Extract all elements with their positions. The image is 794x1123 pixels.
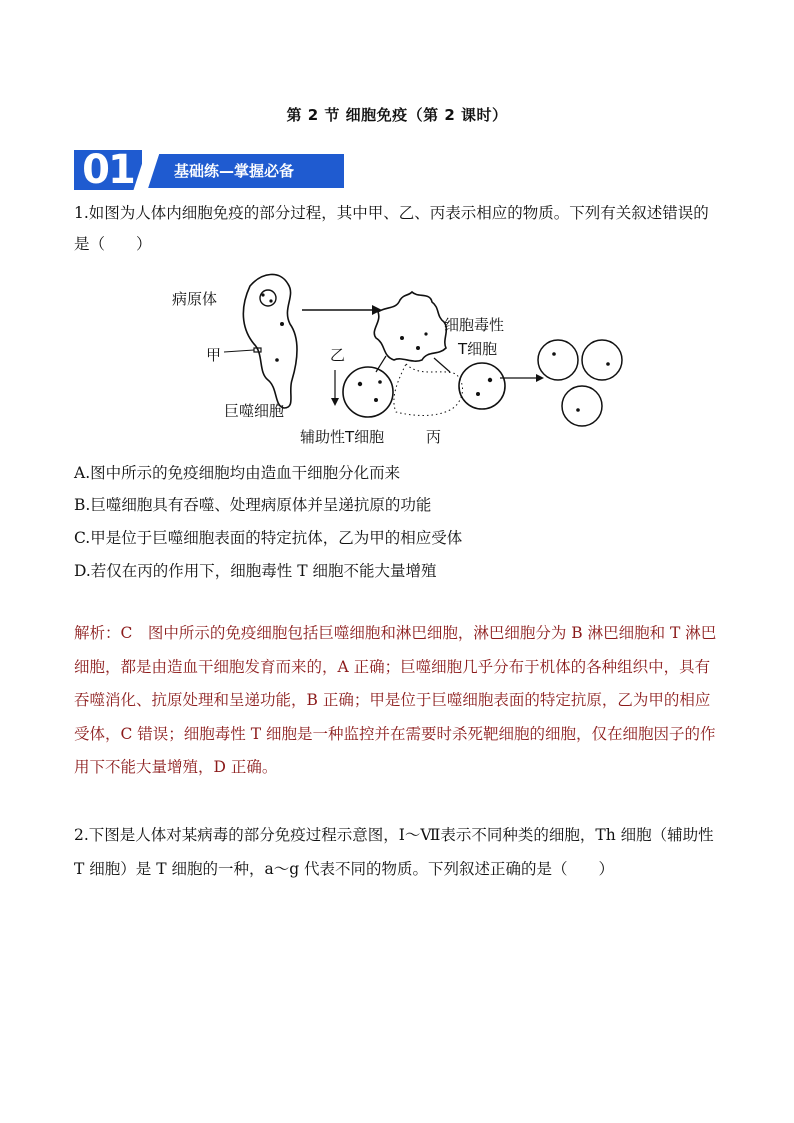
cytokine-bing-zone: [394, 364, 463, 416]
section-label: 基础练—掌握必备: [148, 154, 344, 188]
label-jia: 甲: [206, 346, 222, 364]
macrophage-cell: [243, 274, 297, 408]
question-2-stem: 2.下图是人体对某病毒的部分免疫过程示意图，Ⅰ～Ⅶ表示不同种类的细胞，Th 细胞（辅助性 T 细胞）是 T 细胞的一种，a～g 代表不同的物质。下列叙述正确的是（ ）: [74, 826, 714, 878]
pathogen-particle: [260, 290, 276, 306]
option-c: C.甲是位于巨噬细胞表面的特定抗体，乙为甲的相应受体: [74, 529, 463, 547]
t-cell-left: [343, 367, 393, 417]
section-banner: [74, 147, 344, 193]
label-helper: 辅助性T细胞: [300, 428, 385, 446]
label-yi: 乙: [330, 346, 346, 364]
option-d: D.若仅在丙的作用下，细胞毒性 T 细胞不能大量增殖: [74, 562, 437, 580]
page-title: 第 2 节 细胞免疫（第 2 课时）: [286, 106, 508, 124]
helper-t-cell: [374, 292, 446, 361]
label-cytotoxic-2: T细胞: [458, 340, 498, 358]
label-pathogen: 病原体: [172, 290, 218, 308]
label-macrophage: 巨噬细胞: [224, 402, 285, 420]
question-1-stem: 1.如图为人体内细胞免疫的部分过程，其中甲、乙、丙表示相应的物质。下列有关叙述错误的是（ ）: [74, 204, 709, 253]
option-b: B.巨噬细胞具有吞噬、处理病原体并呈递抗原的功能: [74, 496, 432, 514]
section-number: 01: [74, 150, 142, 190]
explanation-1: 解析：C 图中所示的免疫细胞包括巨噬细胞和淋巴细胞，淋巴细胞分为 B 淋巴细胞和 T 淋巴细胞，都是由造血干细胞发育而来的，A 正确；巨噬细胞几乎分布于机体的各种组织中，具有吞噬消化、抗原处理和呈递功能，B 正确；甲是位于巨噬细胞表面的特定抗原，乙为甲的相应受体，C 错误；细胞毒性 T 细胞是一种监控并在需要时杀死靶细胞的细胞，仅在细胞因子的作用下不能大量增殖，D 正确。: [74, 624, 717, 776]
immune-process-figure: [150, 268, 630, 452]
label-cytotoxic-1: 细胞毒性: [444, 316, 505, 334]
option-a: A.图中所示的免疫细胞均由造血干细胞分化而来: [74, 464, 401, 482]
cytotoxic-t-cell: [459, 363, 505, 409]
label-bing: 丙: [426, 428, 442, 446]
